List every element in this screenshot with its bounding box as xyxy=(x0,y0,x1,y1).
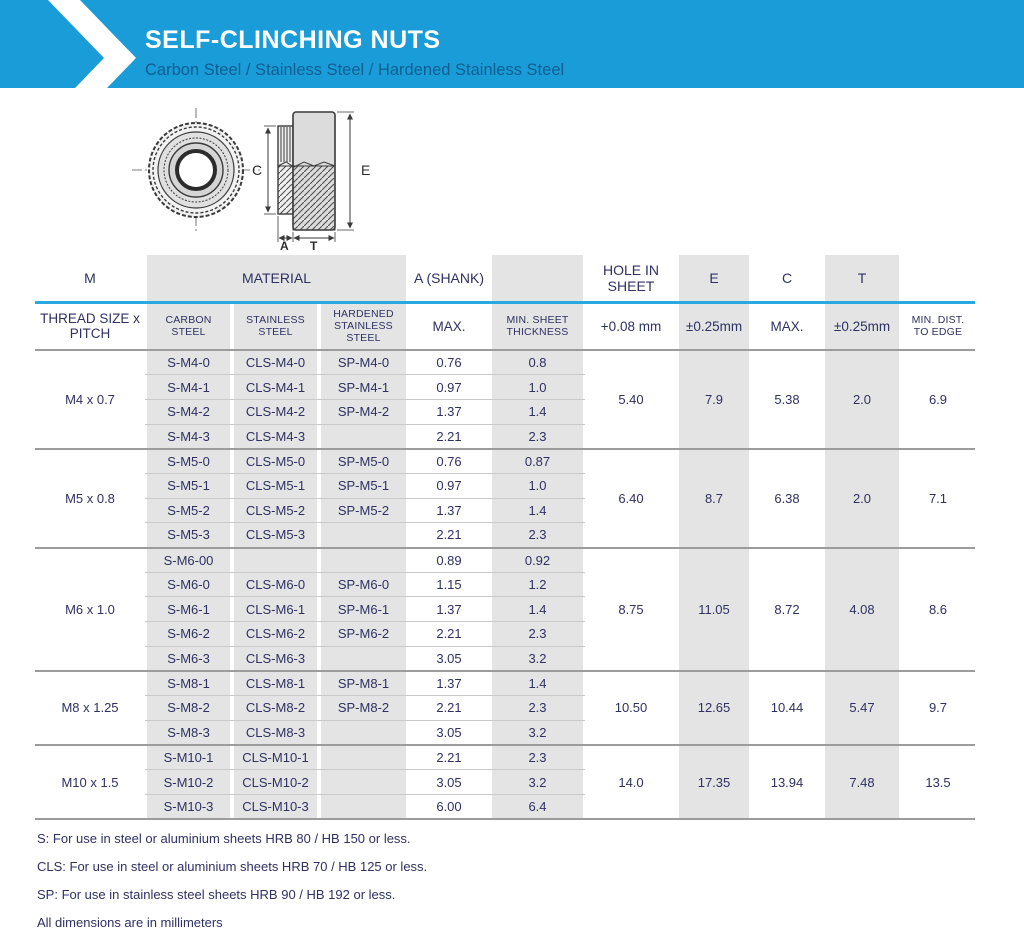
thread-size-cell: M4 x 0.7 xyxy=(35,350,145,449)
shank-max-cell: 1.37 xyxy=(408,597,490,622)
page-title: SELF-CLINCHING NUTS xyxy=(145,26,441,54)
c-value-cell: 8.72 xyxy=(751,548,823,671)
e-value-cell: 11.05 xyxy=(677,548,751,671)
stainless-part-cell: CLS-M6-3 xyxy=(232,646,319,671)
min-sheet-cell: 1.4 xyxy=(490,597,585,622)
t-value-cell: 4.08 xyxy=(823,548,901,671)
shank-max-cell: 2.21 xyxy=(408,523,490,548)
shank-max-cell: 1.37 xyxy=(408,671,490,696)
stainless-part-cell: CLS-M4-1 xyxy=(232,375,319,400)
note-cls: CLS: For use in steel or aluminium sheets HRB 70 / HB 125 or less. xyxy=(37,859,428,874)
subheader-t-tol: ±0.25mm xyxy=(823,302,901,350)
carbon-part-cell: S-M6-3 xyxy=(145,646,232,671)
shank-max-cell: 0.97 xyxy=(408,473,490,498)
carbon-part-cell: S-M4-0 xyxy=(145,350,232,375)
thread-size-cell: M10 x 1.5 xyxy=(35,745,145,819)
min-sheet-cell: 0.92 xyxy=(490,548,585,573)
chevron-icon xyxy=(0,0,160,88)
min-sheet-cell: 0.8 xyxy=(490,350,585,375)
min-dist-edge-cell: 13.5 xyxy=(901,745,975,819)
stainless-part-cell: CLS-M4-2 xyxy=(232,399,319,424)
stainless-part-cell: CLS-M5-1 xyxy=(232,473,319,498)
min-sheet-cell: 1.0 xyxy=(490,473,585,498)
c-value-cell: 13.94 xyxy=(751,745,823,819)
min-sheet-cell: 1.4 xyxy=(490,399,585,424)
shank-max-cell: 0.97 xyxy=(408,375,490,400)
min-sheet-cell: 2.3 xyxy=(490,696,585,721)
e-value-cell: 12.65 xyxy=(677,671,751,745)
c-value-cell: 5.38 xyxy=(751,350,823,449)
nut-front-view xyxy=(132,108,263,234)
col-header-t: T xyxy=(823,255,901,302)
hardened-part-cell: SP-M8-2 xyxy=(319,696,408,721)
table-row xyxy=(35,745,975,770)
dim-c-label: C xyxy=(252,162,263,178)
hole-in-sheet-cell: 8.75 xyxy=(585,548,677,671)
nut-technical-drawing xyxy=(118,100,388,250)
stainless-part-cell: CLS-M6-0 xyxy=(232,572,319,597)
hole-in-sheet-cell: 5.40 xyxy=(585,350,677,449)
carbon-part-cell: S-M8-2 xyxy=(145,696,232,721)
col-header-shank: A (SHANK) xyxy=(408,255,490,302)
carbon-part-cell: S-M5-0 xyxy=(145,449,232,474)
page-header xyxy=(0,0,1024,88)
hardened-part-cell xyxy=(319,794,408,819)
col-header-minsheet-spacer xyxy=(490,255,585,302)
carbon-part-cell: S-M5-3 xyxy=(145,523,232,548)
hardened-part-cell xyxy=(319,424,408,449)
subheader-hardened: HARDENED STAINLESS STEEL xyxy=(319,302,408,350)
subheader-e-tol: ±0.25mm xyxy=(677,302,751,350)
subheader-min-dist: MIN. DIST. TO EDGE xyxy=(911,314,965,339)
t-value-cell: 5.47 xyxy=(823,671,901,745)
col-header-m: M xyxy=(35,255,145,302)
stainless-part-cell: CLS-M10-1 xyxy=(232,745,319,770)
shank-max-cell: 0.76 xyxy=(408,350,490,375)
hole-in-sheet-cell: 10.50 xyxy=(585,671,677,745)
subheader-stainless: STAINLESS STEEL xyxy=(232,302,319,350)
carbon-part-cell: S-M6-0 xyxy=(145,572,232,597)
min-sheet-cell: 2.3 xyxy=(490,745,585,770)
hardened-part-cell: SP-M4-2 xyxy=(319,399,408,424)
col-header-material: MATERIAL xyxy=(145,255,408,302)
thread-size-cell: M8 x 1.25 xyxy=(35,671,145,745)
min-sheet-cell: 2.3 xyxy=(490,424,585,449)
min-dist-edge-cell: 8.6 xyxy=(901,548,975,671)
carbon-part-cell: S-M8-3 xyxy=(145,720,232,745)
shank-max-cell: 3.05 xyxy=(408,720,490,745)
stainless-part-cell xyxy=(232,548,319,573)
subheader-thread: THREAD SIZE x PITCH xyxy=(40,311,140,342)
min-sheet-cell: 0.87 xyxy=(490,449,585,474)
min-dist-edge-cell: 6.9 xyxy=(901,350,975,449)
note-sp: SP: For use in stainless steel sheets HRB 90 / HB 192 or less. xyxy=(37,887,396,902)
stainless-part-cell: CLS-M6-2 xyxy=(232,622,319,647)
carbon-part-cell: S-M10-1 xyxy=(145,745,232,770)
col-header-c: C xyxy=(751,255,823,302)
shank-max-cell: 1.37 xyxy=(408,399,490,424)
stainless-part-cell: CLS-M5-2 xyxy=(232,498,319,523)
e-value-cell: 17.35 xyxy=(677,745,751,819)
thread-size-cell: M6 x 1.0 xyxy=(35,548,145,671)
hardened-part-cell xyxy=(319,770,408,795)
carbon-part-cell: S-M8-1 xyxy=(145,671,232,696)
stainless-part-cell: CLS-M6-1 xyxy=(232,597,319,622)
table-row xyxy=(35,350,975,375)
shank-max-cell: 2.21 xyxy=(408,622,490,647)
notes-section xyxy=(37,831,427,938)
subheader-hole-tol: +0.08 mm xyxy=(600,318,662,334)
min-sheet-cell: 1.2 xyxy=(490,572,585,597)
min-sheet-cell: 3.2 xyxy=(490,770,585,795)
table-row xyxy=(35,548,975,573)
shank-max-cell: 2.21 xyxy=(408,696,490,721)
carbon-part-cell: S-M4-2 xyxy=(145,399,232,424)
hardened-part-cell: SP-M5-0 xyxy=(319,449,408,474)
min-sheet-cell: 2.3 xyxy=(490,523,585,548)
carbon-part-cell: S-M4-1 xyxy=(145,375,232,400)
carbon-part-cell: S-M10-3 xyxy=(145,794,232,819)
subheader-shank-max: MAX. xyxy=(432,318,466,334)
min-sheet-cell: 1.0 xyxy=(490,375,585,400)
e-value-cell: 8.7 xyxy=(677,449,751,548)
note-units: All dimensions are in millimeters xyxy=(37,915,223,930)
t-value-cell: 2.0 xyxy=(823,449,901,548)
hardened-part-cell xyxy=(319,523,408,548)
page-subtitle: Carbon Steel / Stainless Steel / Hardened Stainless Steel xyxy=(145,60,565,79)
hardened-part-cell: SP-M4-1 xyxy=(319,375,408,400)
note-s: S: For use in steel or aluminium sheets HRB 80 / HB 150 or less. xyxy=(37,831,411,846)
spec-table xyxy=(35,255,975,820)
e-value-cell: 7.9 xyxy=(677,350,751,449)
min-dist-edge-cell: 9.7 xyxy=(901,671,975,745)
hardened-part-cell: SP-M6-0 xyxy=(319,572,408,597)
dim-e-label: E xyxy=(361,162,371,178)
subheader-c-max: MAX. xyxy=(770,318,804,334)
shank-max-cell: 3.05 xyxy=(408,770,490,795)
col-header-edge-spacer xyxy=(901,255,975,302)
carbon-part-cell: S-M6-00 xyxy=(145,548,232,573)
shank-max-cell: 0.89 xyxy=(408,548,490,573)
carbon-part-cell: S-M6-1 xyxy=(145,597,232,622)
thread-size-cell: M5 x 0.8 xyxy=(35,449,145,548)
stainless-part-cell: CLS-M8-2 xyxy=(232,696,319,721)
stainless-part-cell: CLS-M8-3 xyxy=(232,720,319,745)
carbon-part-cell: S-M5-1 xyxy=(145,473,232,498)
hardened-part-cell xyxy=(319,745,408,770)
col-header-hole: HOLE IN SHEET xyxy=(585,255,677,302)
carbon-part-cell: S-M10-2 xyxy=(145,770,232,795)
hardened-part-cell: SP-M6-2 xyxy=(319,622,408,647)
carbon-part-cell: S-M4-3 xyxy=(145,424,232,449)
min-sheet-cell: 1.4 xyxy=(490,671,585,696)
min-sheet-cell: 3.2 xyxy=(490,720,585,745)
min-sheet-cell: 2.3 xyxy=(490,622,585,647)
subheader-min-sheet: MIN. SHEET THICKNESS xyxy=(490,302,585,350)
table-row xyxy=(35,671,975,696)
spec-table-body xyxy=(35,350,975,819)
hardened-part-cell xyxy=(319,548,408,573)
nut-side-view xyxy=(252,112,370,250)
carbon-part-cell: S-M5-2 xyxy=(145,498,232,523)
hardened-part-cell: SP-M8-1 xyxy=(319,671,408,696)
shank-max-cell: 1.37 xyxy=(408,498,490,523)
col-header-e: E xyxy=(677,255,751,302)
stainless-part-cell: CLS-M8-1 xyxy=(232,671,319,696)
hole-in-sheet-cell: 6.40 xyxy=(585,449,677,548)
min-sheet-cell: 3.2 xyxy=(490,646,585,671)
hardened-part-cell: SP-M6-1 xyxy=(319,597,408,622)
stainless-part-cell: CLS-M4-3 xyxy=(232,424,319,449)
shank-max-cell: 3.05 xyxy=(408,646,490,671)
min-sheet-cell: 6.4 xyxy=(490,794,585,819)
c-value-cell: 6.38 xyxy=(751,449,823,548)
stainless-part-cell: CLS-M5-0 xyxy=(232,449,319,474)
shank-max-cell: 2.21 xyxy=(408,424,490,449)
dim-a-label: A xyxy=(280,239,289,250)
t-value-cell: 2.0 xyxy=(823,350,901,449)
hole-in-sheet-cell: 14.0 xyxy=(585,745,677,819)
min-dist-edge-cell: 7.1 xyxy=(901,449,975,548)
t-value-cell: 7.48 xyxy=(823,745,901,819)
subheader-carbon: CARBON STEEL xyxy=(145,302,232,350)
stainless-part-cell: CLS-M10-2 xyxy=(232,770,319,795)
hardened-part-cell: SP-M5-1 xyxy=(319,473,408,498)
hardened-part-cell xyxy=(319,720,408,745)
c-value-cell: 10.44 xyxy=(751,671,823,745)
shank-max-cell: 1.15 xyxy=(408,572,490,597)
shank-max-cell: 6.00 xyxy=(408,794,490,819)
shank-max-cell: 0.76 xyxy=(408,449,490,474)
stainless-part-cell: CLS-M10-3 xyxy=(232,794,319,819)
shank-max-cell: 2.21 xyxy=(408,745,490,770)
hardened-part-cell: SP-M4-0 xyxy=(319,350,408,375)
table-row xyxy=(35,449,975,474)
stainless-part-cell: CLS-M4-0 xyxy=(232,350,319,375)
hardened-part-cell: SP-M5-2 xyxy=(319,498,408,523)
min-sheet-cell: 1.4 xyxy=(490,498,585,523)
dim-t-label: T xyxy=(310,239,318,250)
hardened-part-cell xyxy=(319,646,408,671)
carbon-part-cell: S-M6-2 xyxy=(145,622,232,647)
stainless-part-cell: CLS-M5-3 xyxy=(232,523,319,548)
